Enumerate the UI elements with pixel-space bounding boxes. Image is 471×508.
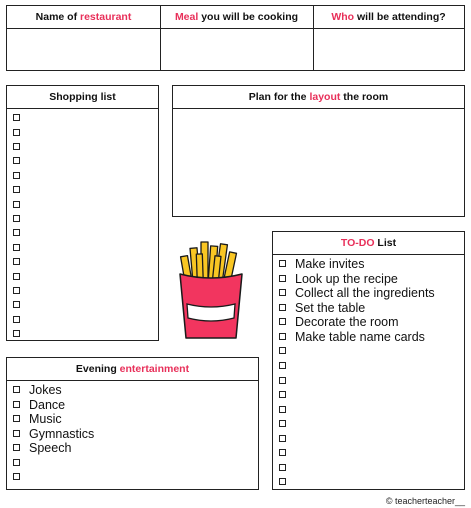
entertainment-list-item-label: Dance (29, 397, 66, 412)
shopping-list-item[interactable] (13, 255, 29, 269)
checkbox[interactable] (279, 478, 286, 485)
checkbox[interactable] (13, 129, 20, 136)
checkbox[interactable] (13, 258, 20, 265)
attendees-answer-cell[interactable] (313, 29, 464, 70)
checkbox[interactable] (279, 449, 286, 456)
col-restaurant (7, 6, 161, 70)
todo-list-item[interactable] (279, 432, 435, 447)
entertainment-list (13, 383, 94, 485)
checkbox[interactable] (13, 229, 20, 236)
checkbox[interactable] (13, 186, 20, 193)
checkbox[interactable] (279, 435, 286, 442)
checkbox[interactable] (13, 201, 20, 208)
checkbox[interactable] (279, 406, 286, 413)
todo-list-item[interactable] (279, 257, 435, 272)
checkbox[interactable] (13, 301, 20, 308)
meal-answer-cell[interactable] (160, 29, 313, 70)
entertainment-list-item[interactable] (13, 398, 94, 413)
checkbox[interactable] (13, 444, 20, 451)
todo-list-item-label: Make table name cards (295, 329, 425, 344)
shopping-list-item[interactable] (13, 226, 29, 240)
shopping-list-item[interactable] (13, 241, 29, 255)
todo-list-item[interactable] (279, 344, 435, 359)
shopping-list-box (6, 85, 159, 341)
todo-list-item[interactable] (279, 402, 435, 417)
shopping-list-item[interactable] (13, 111, 29, 125)
checkbox[interactable] (13, 415, 20, 422)
todo-list-item[interactable] (279, 301, 435, 316)
shopping-list-title: Shopping list (7, 86, 158, 109)
col-meal (160, 6, 314, 70)
layout-plan-title: Plan for the layout the room (173, 86, 464, 109)
col-attendees (313, 6, 464, 70)
checkbox[interactable] (279, 362, 286, 369)
checkbox[interactable] (13, 244, 20, 251)
entertainment-list-item[interactable] (13, 441, 94, 456)
shopping-list-item[interactable] (13, 169, 29, 183)
checkbox[interactable] (13, 401, 20, 408)
checkbox[interactable] (13, 330, 20, 337)
entertainment-box (6, 357, 259, 490)
shopping-list-item[interactable] (13, 154, 29, 168)
restaurant-answer-cell[interactable] (7, 29, 160, 70)
todo-list-item[interactable] (279, 461, 435, 476)
entertainment-list-item[interactable] (13, 427, 94, 442)
checkbox[interactable] (13, 273, 20, 280)
checkbox[interactable] (279, 464, 286, 471)
todo-list-title: TO-DO List (273, 232, 464, 255)
todo-list-item-label: Collect all the ingredients (295, 286, 435, 301)
todo-list-item[interactable] (279, 330, 435, 345)
checkbox[interactable] (279, 304, 286, 311)
checkbox[interactable] (13, 459, 20, 466)
checkbox[interactable] (13, 316, 20, 323)
entertainment-list-item-label: Jokes (29, 383, 62, 397)
checkbox[interactable] (279, 289, 286, 296)
checkbox[interactable] (279, 347, 286, 354)
todo-list-item[interactable] (279, 475, 435, 490)
todo-list-item-label: Set the table (295, 300, 366, 315)
todo-list-item[interactable] (279, 315, 435, 330)
todo-list-item[interactable] (279, 388, 435, 403)
shopping-list-item[interactable] (13, 269, 29, 283)
todo-list-item[interactable] (279, 286, 435, 301)
todo-list-item[interactable] (279, 373, 435, 388)
shopping-list-item[interactable] (13, 298, 29, 312)
todo-list-item-label: Look up the recipe (295, 271, 398, 286)
checkbox[interactable] (13, 143, 20, 150)
entertainment-list-item[interactable] (13, 470, 94, 485)
checkbox[interactable] (13, 215, 20, 222)
copyright-credit: © teacherteacher__ (385, 496, 465, 506)
checkbox[interactable] (13, 172, 20, 179)
entertainment-list-item[interactable] (13, 456, 94, 471)
checkbox[interactable] (279, 275, 286, 282)
checkbox[interactable] (279, 333, 286, 340)
entertainment-title: Evening entertainment (7, 358, 258, 381)
entertainment-list-item-label: Gymnastics (29, 426, 95, 441)
checkbox[interactable] (13, 386, 20, 393)
checkbox[interactable] (279, 377, 286, 384)
todo-list-item-label: Decorate the room (295, 315, 399, 330)
todo-list-item-label: Make invites (295, 257, 365, 271)
todo-list-item[interactable] (279, 272, 435, 287)
shopping-list (13, 111, 29, 341)
shopping-list-item[interactable] (13, 312, 29, 326)
entertainment-list-item-label: Speech (29, 441, 72, 456)
todo-list-item[interactable] (279, 417, 435, 432)
shopping-list-item[interactable] (13, 197, 29, 211)
entertainment-list-item[interactable] (13, 412, 94, 427)
checkbox[interactable] (13, 430, 20, 437)
shopping-list-item[interactable] (13, 125, 29, 139)
entertainment-list-item-label: Music (29, 412, 62, 427)
restaurant-header: Name of restaurant (35, 11, 132, 23)
checkbox[interactable] (13, 157, 20, 164)
attendees-header: Who will be attending? (331, 11, 446, 23)
top-info-table (6, 5, 465, 71)
checkbox[interactable] (13, 287, 20, 294)
entertainment-list-item[interactable] (13, 383, 94, 398)
checkbox[interactable] (279, 420, 286, 427)
shopping-list-item[interactable] (13, 284, 29, 298)
todo-list-item[interactable] (279, 359, 435, 374)
layout-plan-box (172, 85, 465, 217)
shopping-list-item[interactable] (13, 327, 29, 341)
todo-list (279, 257, 435, 490)
checkbox[interactable] (279, 260, 286, 267)
layout-drawing-area[interactable] (173, 109, 464, 216)
shopping-list-item[interactable] (13, 140, 29, 154)
meal-header: Meal you will be cooking (174, 11, 299, 23)
todo-list-item[interactable] (279, 446, 435, 461)
fries-illustration (176, 238, 246, 342)
checkbox[interactable] (13, 473, 20, 480)
checkbox[interactable] (279, 318, 286, 325)
shopping-list-item[interactable] (13, 212, 29, 226)
checkbox[interactable] (13, 114, 20, 121)
checkbox[interactable] (279, 391, 286, 398)
shopping-list-item[interactable] (13, 183, 29, 197)
todo-list-box (272, 231, 465, 490)
